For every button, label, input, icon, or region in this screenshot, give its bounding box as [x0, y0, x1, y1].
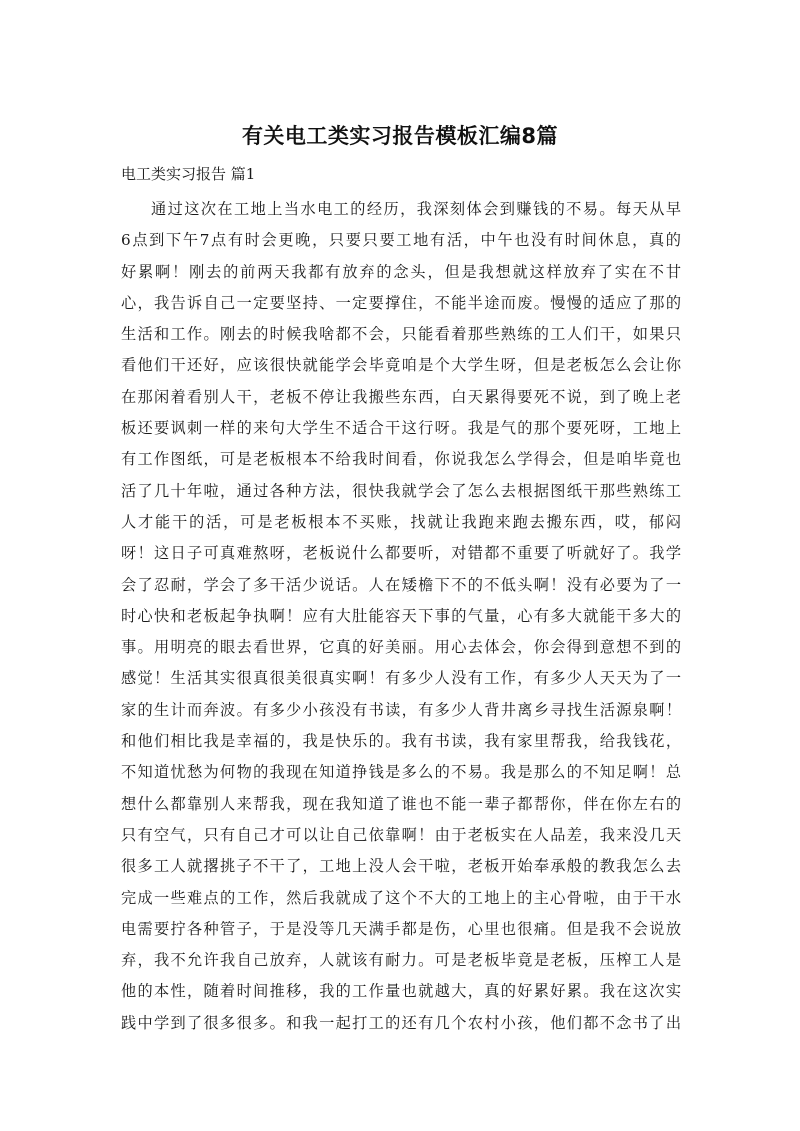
text-line: 想什么都靠别人来帮我，现在我知道了谁也不能一辈子都帮你，伴在你左右的	[121, 794, 681, 813]
text-line: 会了忍耐，学会了多干活少说话。人在矮檐下不的不低头啊！没有必要为了一	[121, 575, 681, 594]
text-line: 不知道忧愁为何物的我现在知道挣钱是多么的不易。我是那么的不知足啊！总	[121, 763, 681, 782]
text-line: 事。用明亮的眼去看世界，它真的好美丽。用心去体会，你会得到意想不到的	[121, 638, 681, 657]
text-line: 好累啊！刚去的前两天我都有放弃的念头，但是我想就这样放弃了实在不甘	[121, 262, 681, 281]
body-paragraph	[121, 194, 681, 1039]
text-line: 只有空气，只有自己才可以让自己依靠啊！由于老板实在人品差，我来没几天	[121, 825, 681, 844]
text-line: 通过这次在工地上当水电工的经历，我深刻体会到赚钱的不易。每天从早	[151, 200, 681, 218]
text-line: 家的生计而奔波。有多少小孩没有书读，有多少人背井离乡寻找生活源泉啊！	[121, 700, 681, 719]
document-title: 有关电工类实习报告模板汇编8篇	[241, 124, 559, 148]
text-line: 践中学到了很多很多。和我一起打工的还有几个农村小孩，他们都不念书了出	[121, 1013, 681, 1032]
text-line: 生活和工作。刚去的时候我啥都不会，只能看着那些熟练的工人们干，如果只	[121, 325, 681, 344]
text-line: 心，我告诉自己一定要坚持、一定要撑住，不能半途而废。慢慢的适应了那的	[121, 293, 681, 312]
text-line: 和他们相比我是幸福的，我是快乐的。我有书读，我有家里帮我，给我钱花，	[121, 732, 681, 751]
text-line: 活了几十年啦，通过各种方法，很快我就学会了怎么去根据图纸干那些熟练工	[121, 481, 681, 500]
text-line: 他的本性，随着时间推移，我的工作量也就越大，真的好累好累。我在这次实	[121, 982, 681, 1001]
text-line: 感觉！生活其实很真很美很真实啊！有多少人没有工作，有多少人天天为了一	[121, 669, 681, 688]
text-line: 在那闲着看别人干，老板不停让我搬些东西，白天累得要死不说，到了晚上老	[121, 387, 681, 406]
text-line: 电需要拧各种管子，于是没等几天满手都是伤，心里也很痛。但是我不会说放	[121, 919, 681, 938]
section-heading: 电工类实习报告 篇1	[121, 165, 256, 183]
text-line: 板还要讽刺一样的来句大学生不适合干这行呀。我是气的那个要死呀，工地上	[121, 419, 681, 438]
text-line: 弃，我不允许我自己放弃，人就该有耐力。可是老板毕竟是老板，压榨工人是	[121, 951, 681, 970]
text-line: 6点到下午7点有时会更晚，只要只要工地有活，中午也没有时间休息，真的	[121, 231, 681, 250]
text-line: 完成一些难点的工作，然后我就成了这个不大的工地上的主心骨啦，由于干水	[121, 888, 681, 907]
text-line: 呀！这日子可真难熬呀，老板说什么都要听，对错都不重要了听就好了。我学	[121, 544, 681, 563]
text-line: 看他们干还好，应该很快就能学会毕竟咱是个大学生呀，但是老板怎么会让你	[121, 356, 681, 375]
text-line: 很多工人就撂挑子不干了，工地上没人会干啦，老板开始奉承般的教我怎么去	[121, 857, 681, 876]
text-line: 时心快和老板起争执啊！应有大肚能容天下事的气量，心有多大就能干多大的	[121, 606, 681, 625]
text-line: 有工作图纸，可是老板根本不给我时间看，你说我怎么学得会，但是咱毕竟也	[121, 450, 681, 469]
text-line: 人才能干的活，可是老板根本不买账，找就让我跑来跑去搬东西，哎，郁闷	[121, 512, 681, 531]
